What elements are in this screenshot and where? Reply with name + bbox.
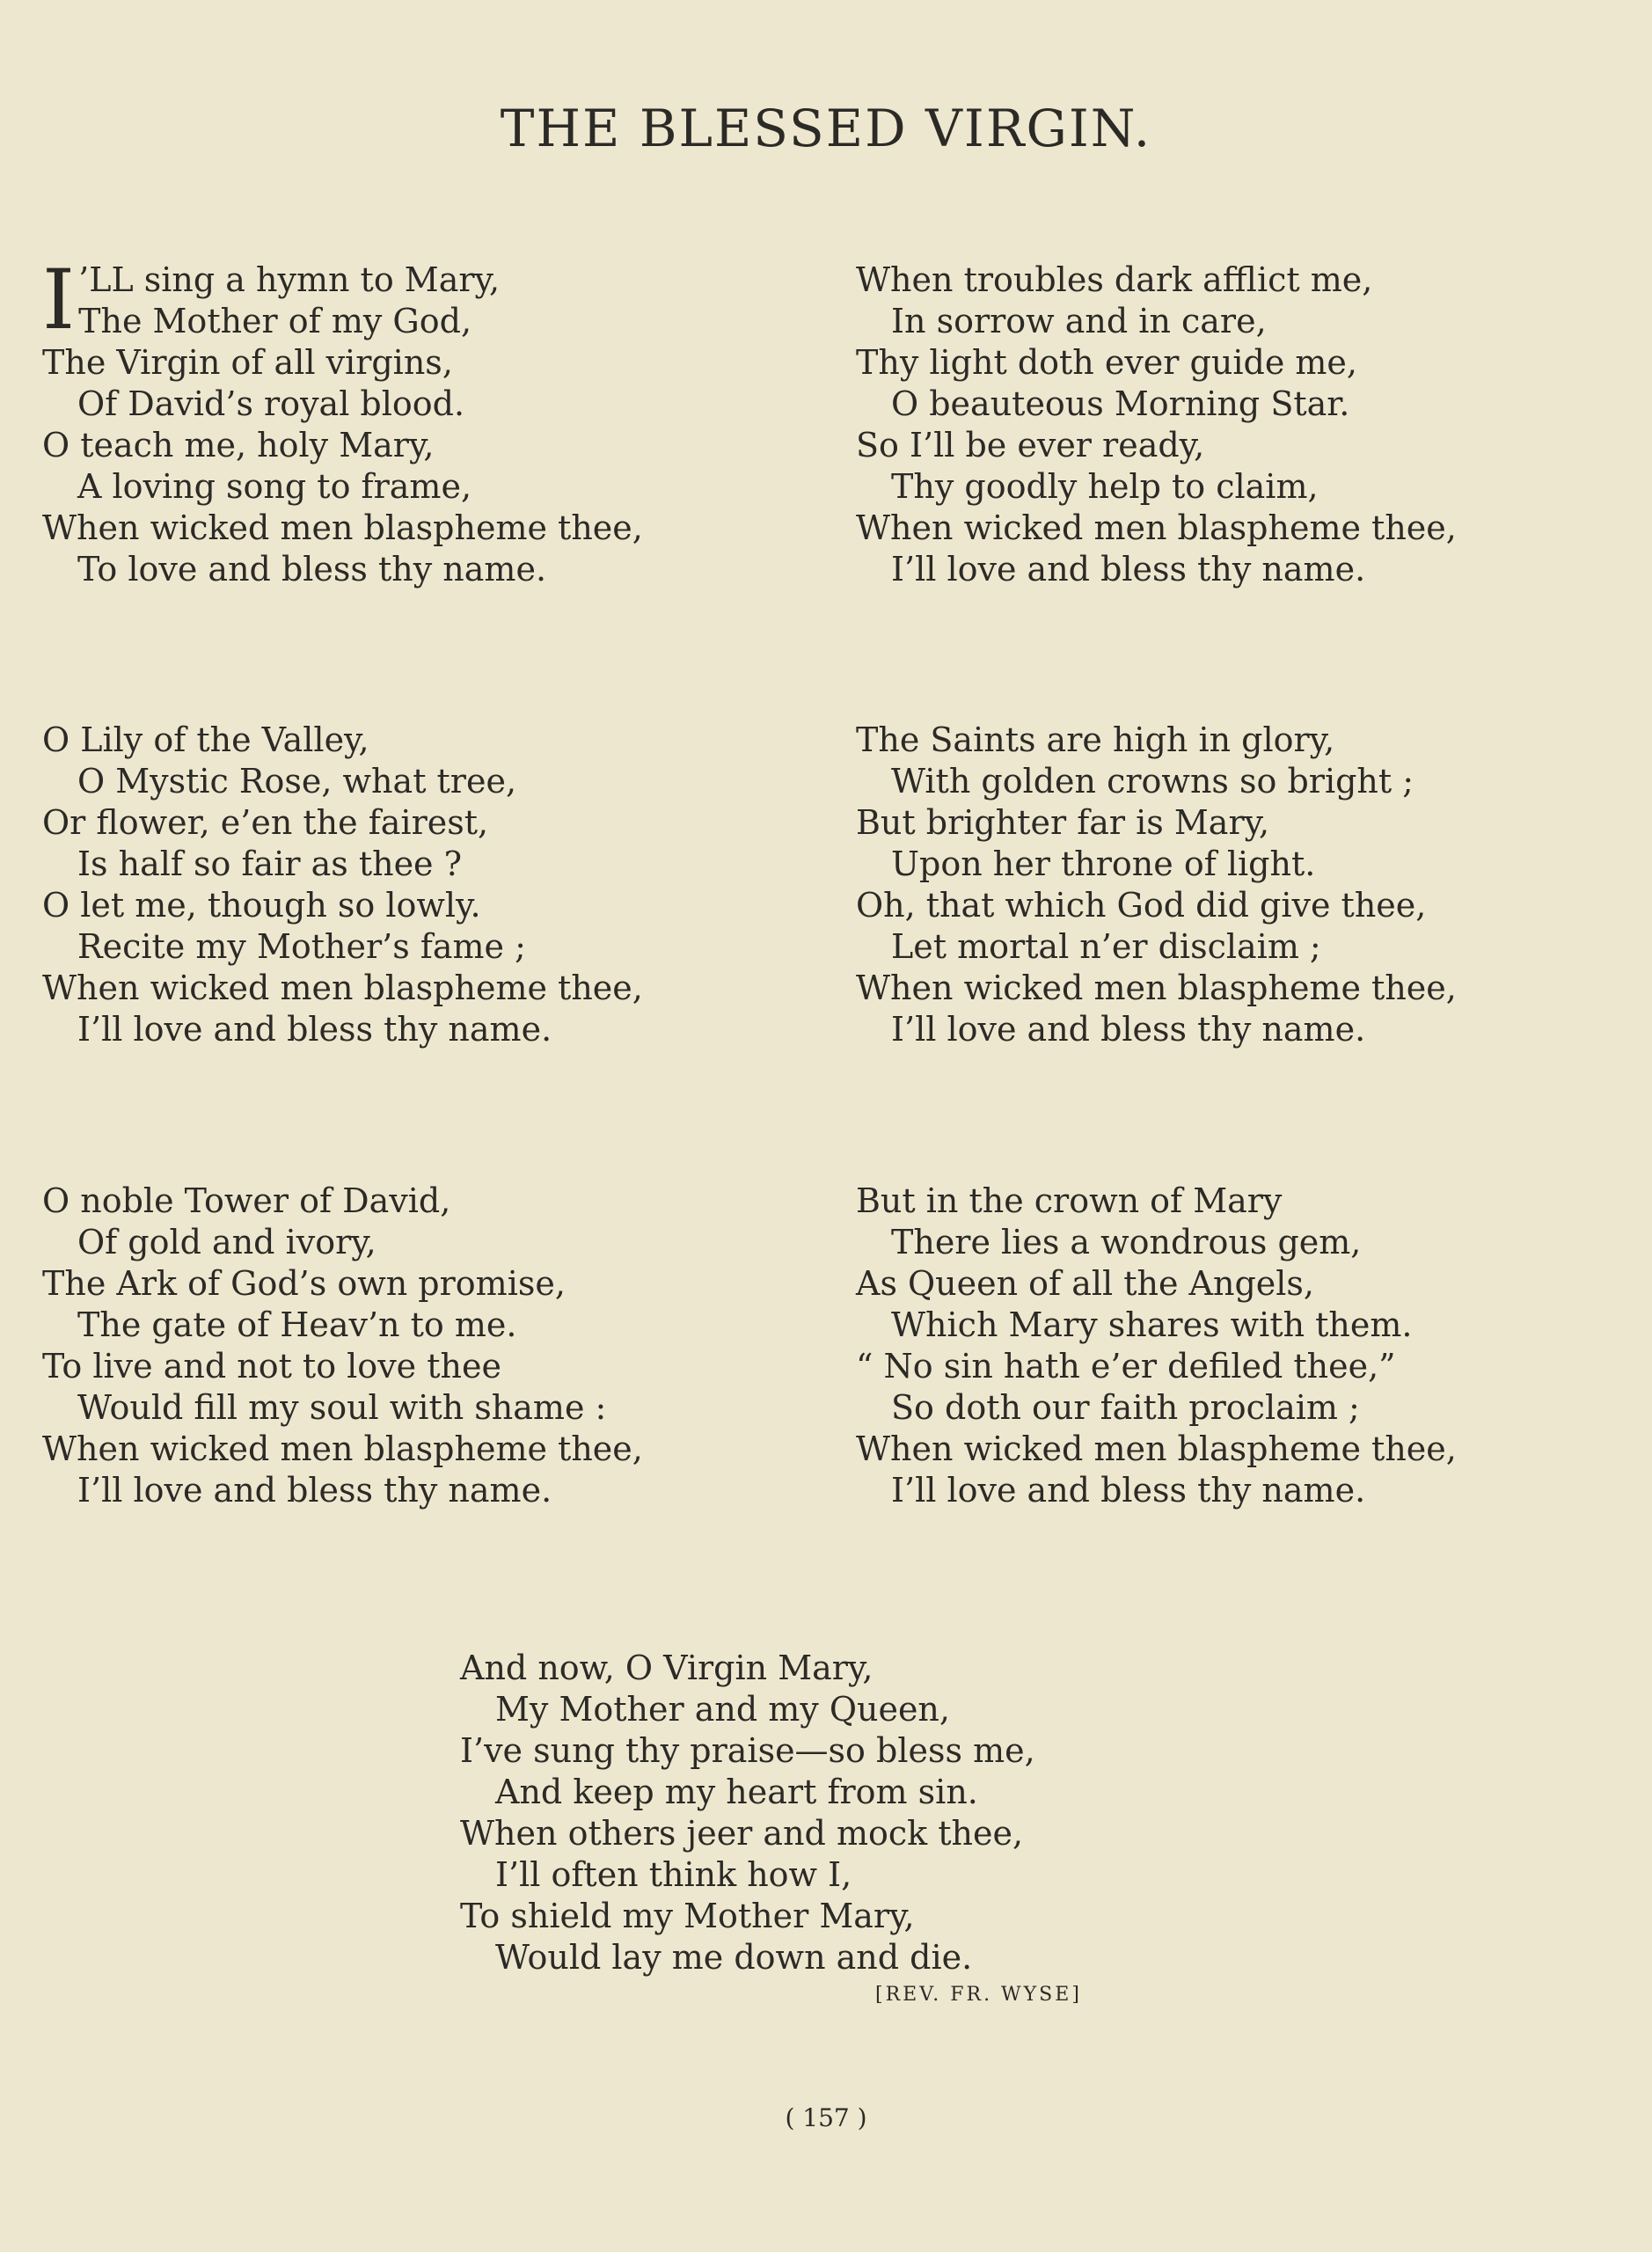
stanza-line: So doth our faith proclaim ; xyxy=(891,1388,1360,1427)
stanza-line: The Virgin of all virgins, xyxy=(42,343,453,382)
drop-cap: I xyxy=(42,252,76,348)
stanza-line: When wicked men blaspheme thee, xyxy=(42,969,643,1007)
stanza-line: The gate of Heav’n to me. xyxy=(77,1305,517,1344)
stanza-line: Would fill my soul with shame : xyxy=(77,1388,607,1427)
stanza-line: Thy light doth ever guide me, xyxy=(856,343,1357,382)
author-attribution: [REV. FR. WYSE] xyxy=(875,1984,1082,2006)
stanza-line: ’LL sing a hymn to Mary, xyxy=(78,260,501,299)
stanza-line: Would lay me down and die. xyxy=(495,1938,973,1977)
stanza-line: I’ll love and bless thy name. xyxy=(77,1471,552,1510)
stanza-1 xyxy=(42,252,643,590)
stanza-line: To live and not to love thee xyxy=(42,1347,501,1386)
stanza-line: I’ve sung thy praise—so bless me, xyxy=(460,1731,1035,1770)
stanza-line: When troubles dark afflict me, xyxy=(856,260,1373,299)
stanza-line: There lies a wondrous gem, xyxy=(891,1223,1362,1261)
stanza-line: Is half so fair as thee ? xyxy=(77,844,462,883)
stanza-line: The Mother of my God, xyxy=(78,302,472,340)
stanza-line: The Saints are high in glory, xyxy=(856,720,1335,759)
stanza-line: Oh, that which God did give thee, xyxy=(856,886,1427,925)
stanza-line: To shield my Mother Mary, xyxy=(460,1897,915,1935)
stanza-line: O beauteous Morning Star. xyxy=(891,384,1350,423)
stanza-line: Of gold and ivory, xyxy=(77,1223,376,1261)
stanza-line: The Ark of God’s own promise, xyxy=(42,1264,566,1303)
stanza-line: And keep my heart from sin. xyxy=(495,1773,978,1811)
stanza-line: I’ll love and bless thy name. xyxy=(891,1010,1366,1049)
stanza-line: When wicked men blaspheme thee, xyxy=(42,1429,643,1468)
stanza-line: My Mother and my Queen, xyxy=(495,1690,950,1729)
stanza-line: “ No sin hath e’er defiled thee,” xyxy=(856,1347,1396,1386)
stanza-line: I’ll love and bless thy name. xyxy=(77,1010,552,1049)
stanza-line: I’ll often think how I, xyxy=(495,1855,852,1894)
stanza-line: O teach me, holy Mary, xyxy=(42,426,435,464)
stanza-line: Recite my Mother’s fame ; xyxy=(77,927,526,966)
stanza-line: O let me, though so lowly. xyxy=(42,886,481,925)
stanza-line: Upon her throne of light. xyxy=(891,844,1316,883)
stanza-line: Thy goodly help to claim, xyxy=(891,467,1319,506)
stanza-line: O Lily of the Valley, xyxy=(42,720,369,759)
stanza-line: With golden crowns so bright ; xyxy=(891,762,1414,801)
stanza-line: In sorrow and in care, xyxy=(891,302,1267,340)
stanza-6 xyxy=(856,1181,1457,1511)
stanza-5 xyxy=(42,1181,643,1511)
stanza-line: O noble Tower of David, xyxy=(42,1181,451,1220)
stanza-2 xyxy=(856,260,1457,590)
stanza-line: When wicked men blaspheme thee, xyxy=(856,1429,1457,1468)
stanza-3 xyxy=(42,720,643,1050)
stanza-line: When others jeer and mock thee, xyxy=(460,1814,1024,1853)
page-title: THE BLESSED VIRGIN. xyxy=(500,99,1152,158)
stanza-line: I’ll love and bless thy name. xyxy=(891,550,1366,589)
stanza-line: But brighter far is Mary, xyxy=(856,803,1270,842)
stanza-line: And now, O Virgin Mary, xyxy=(460,1649,874,1687)
stanza-line: Which Mary shares with them. xyxy=(891,1305,1413,1344)
stanza-line: Let mortal n’er disclaim ; xyxy=(891,927,1321,966)
page-number: ( 157 ) xyxy=(785,2103,867,2132)
stanza-line: Or flower, e’en the fairest, xyxy=(42,803,489,842)
stanza-line: So I’ll be ever ready, xyxy=(856,426,1205,464)
stanza-line: I’ll love and bless thy name. xyxy=(891,1471,1366,1510)
stanza-line: A loving song to frame, xyxy=(77,467,472,506)
stanza-7 xyxy=(460,1648,1035,1978)
stanza-line: To love and bless thy name. xyxy=(77,550,547,589)
stanza-line: O Mystic Rose, what tree, xyxy=(77,762,517,801)
stanza-line: When wicked men blaspheme thee, xyxy=(856,508,1457,547)
stanza-line: Of David’s royal blood. xyxy=(77,384,465,423)
stanza-line: As Queen of all the Angels, xyxy=(856,1264,1315,1303)
stanza-4 xyxy=(856,720,1457,1050)
stanza-line: When wicked men blaspheme thee, xyxy=(42,508,643,547)
stanza-line: When wicked men blaspheme thee, xyxy=(856,969,1457,1007)
stanza-line: But in the crown of Mary xyxy=(856,1181,1283,1220)
